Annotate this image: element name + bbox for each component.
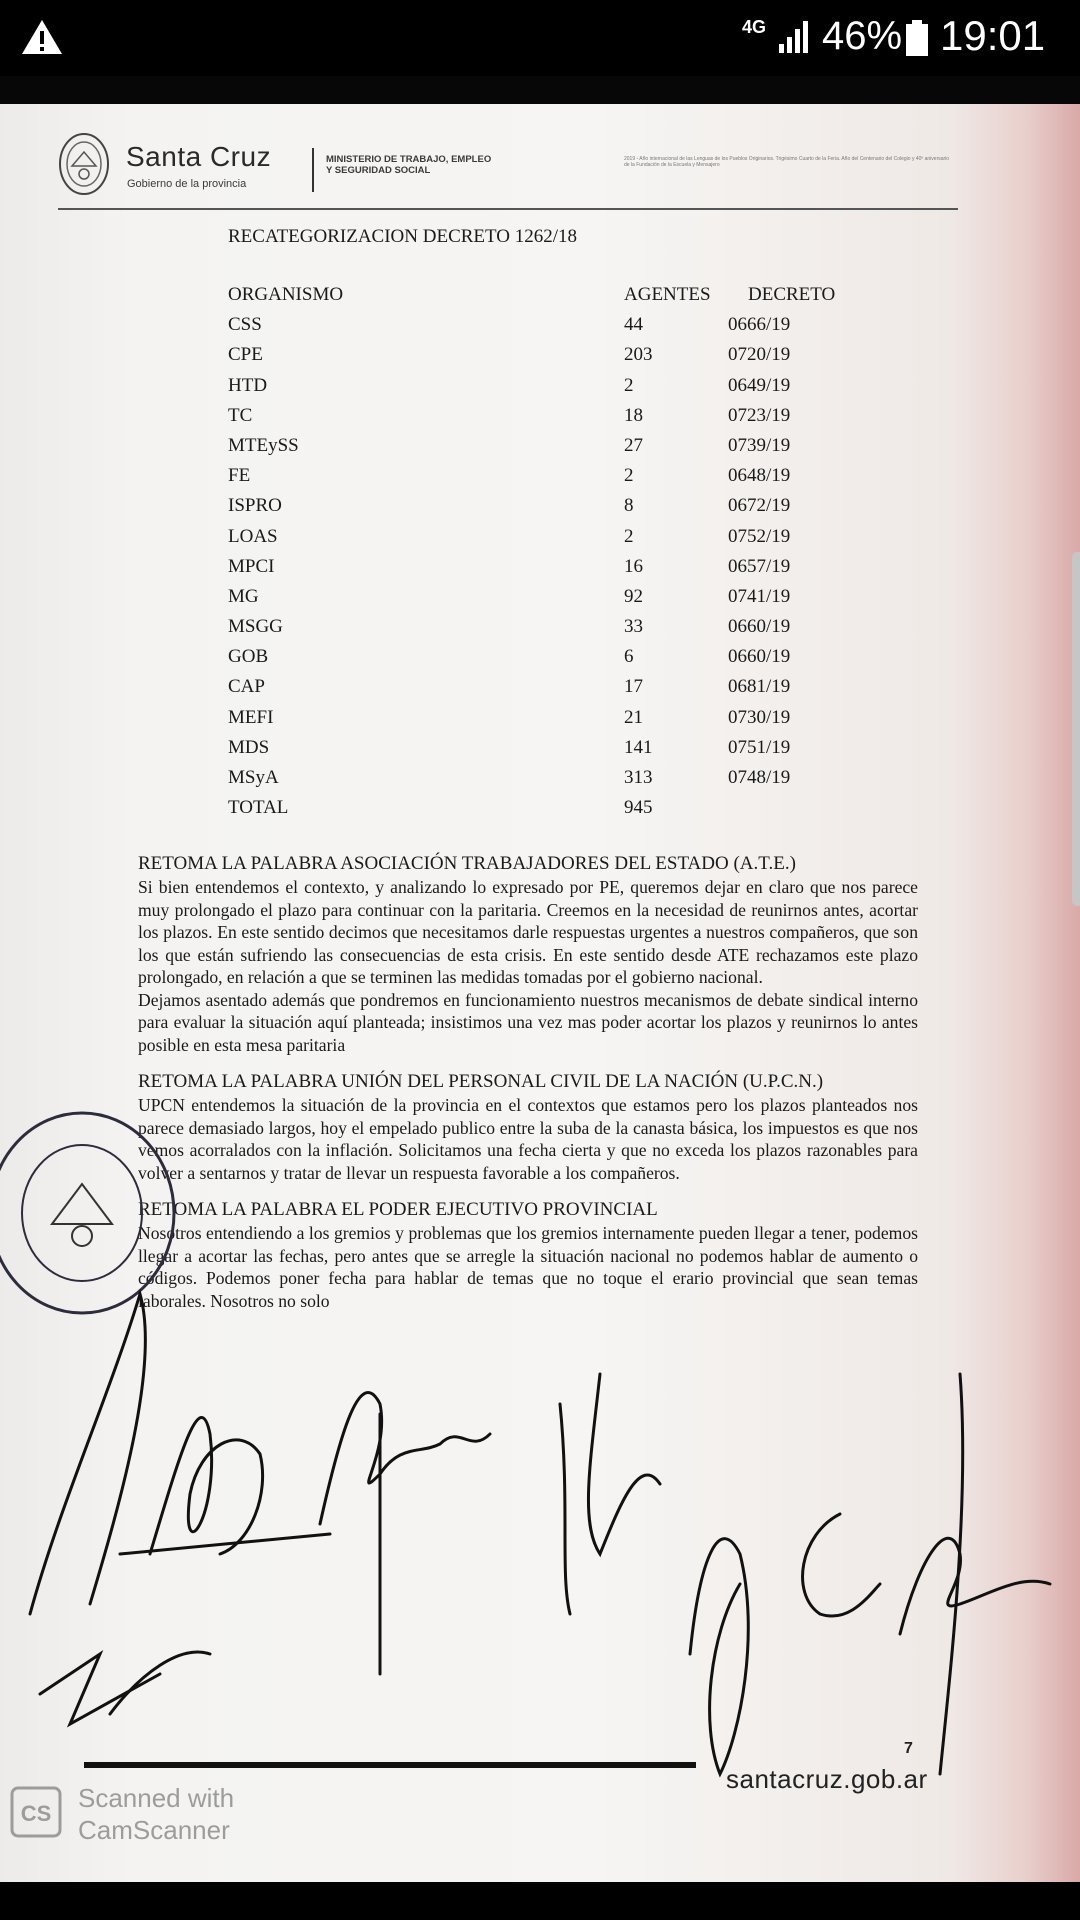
provincial-seal-icon [58, 132, 110, 196]
logo-title: Santa Cruz [126, 141, 272, 172]
website-link[interactable]: santacruz.gob.ar [726, 1764, 928, 1794]
scroll-thumb[interactable] [1072, 552, 1080, 906]
official-stamp [0, 1104, 182, 1322]
handwritten-signatures [0, 1254, 1080, 1814]
section-heading-ate: RETOMA LA PALABRA ASOCIACIÓN TRABAJADORES DEL ESTADO (A.T.E.) [138, 853, 796, 874]
decreto-cell: 0739/19 [728, 434, 791, 456]
battery-icon [906, 20, 928, 56]
agentes-cell: 203 [624, 344, 653, 366]
organismo-cell: CAP [228, 676, 265, 698]
total-label: TOTAL [228, 797, 289, 819]
decreto-cell: 0666/19 [728, 314, 791, 336]
agentes-cell: 92 [624, 585, 643, 607]
svg-text:CS: CS [20, 1801, 52, 1826]
warning-triangle-icon[interactable] [20, 18, 64, 56]
column-header-organismo: ORGANISMO [228, 284, 344, 305]
header-note: 2019 - Año internacional de las Lenguas de los Pueblos Originarios. Trigésimo Cuarto de la Feria. Año del Centenario del Colegio y 40º aniversario de la Fundación de la Escuela y Mensajero [624, 156, 950, 168]
logo-subtitle: Gobierno de la provincia [127, 178, 247, 190]
decreto-cell: 0649/19 [728, 374, 791, 396]
organismo-cell: LOAS [228, 525, 278, 547]
organismo-cell: MG [228, 585, 259, 607]
organismo-cell: MTEySS [228, 434, 299, 456]
decreto-cell: 0748/19 [728, 767, 791, 788]
header-rule [58, 208, 958, 210]
decreto-cell: 0660/19 [728, 646, 791, 668]
document-title: RECATEGORIZACION DECRETO 1262/18 [228, 226, 578, 247]
cell-signal-icon [778, 20, 812, 54]
paragraph: Dejamos asentado además que pondremos en funcionamiento nuestros mecanismos de debate sindical interno para evaluar la situación aquí planteada; insistimos una vez mas poder acortar los plazos y reunirnos lo antes posible en esta mesa paritaria [138, 989, 918, 1055]
paragraph: Si bien entendemos el contexto, y analizando lo expresado por PE, queremos dejar en claro que nos parece muy prolongado el plazo para continuar con la paritaria. Creemos en la necesidad de reunirnos antes, acortar los plazos. En este sentido decimos que necesitamos darle respuestas urgentes a nuestros compañeros, que son los que están sufriendo las consecuencias de esta crisis. En este sentido desde ATE rechazamos este plazo prolongado, en relación a que se terminen las medidas tomadas por el gobierno nacional. [138, 877, 918, 987]
agentes-cell: 33 [624, 616, 643, 638]
agentes-cell: 313 [624, 767, 653, 788]
organismo-cell: MPCI [228, 555, 275, 577]
organismo-cell: CSS [228, 314, 262, 336]
column-header-decreto: DECRETO [748, 284, 836, 305]
organismo-cell: MEFI [228, 706, 274, 728]
decreto-cell: 0672/19 [728, 495, 791, 517]
camscanner-logo-icon [10, 1786, 62, 1838]
agentes-cell: 2 [624, 525, 634, 547]
decreto-cell: 0657/19 [728, 555, 791, 577]
status-bar [0, 0, 1080, 76]
organismo-cell: CPE [228, 344, 263, 366]
decreto-cell: 0720/19 [728, 344, 791, 366]
agentes-cell: 141 [624, 736, 653, 758]
ministry-name: MINISTERIO DE TRABAJO, EMPLEO Y SEGURIDAD SOCIAL [326, 154, 492, 176]
agentes-cell: 44 [624, 314, 643, 336]
decreto-cell: 0752/19 [728, 525, 791, 547]
paragraph: Nosotros entendiendo a los gremios y problemas que los gremios internamente pueden llegar a tener, podemos llegar a acortar las fechas, pero antes que se arregle la situación nacional no podemos hablar de aumento o códigos. Podemos poner fecha para hablar de temas que no toque el erario provincial que sean temas laborales. Nosotros no solo [138, 1223, 918, 1311]
organismo-cell: MSyA [228, 767, 279, 788]
watermark-line2: CamScanner [78, 1815, 230, 1845]
clock: 19:01 [940, 12, 1046, 59]
organismo-cell: HTD [228, 374, 268, 396]
bottom-margin [0, 1882, 1080, 1920]
organismo-cell: TC [228, 404, 253, 426]
organismo-cell: MDS [228, 736, 270, 758]
total-value: 945 [624, 797, 653, 819]
decreto-cell: 0751/19 [728, 736, 791, 758]
agentes-cell: 16 [624, 555, 643, 577]
organismo-cell: ISPRO [228, 495, 282, 517]
scanned-document-page[interactable] [0, 104, 1080, 1882]
agentes-cell: 8 [624, 495, 634, 517]
decreto-cell: 0681/19 [728, 676, 791, 698]
decreto-cell: 0648/19 [728, 465, 791, 487]
agentes-cell: 18 [624, 404, 643, 426]
top-margin [0, 76, 1080, 106]
watermark-line1: Scanned with [78, 1783, 235, 1813]
agentes-cell: 21 [624, 706, 643, 728]
decreto-cell: 0730/19 [728, 706, 791, 728]
battery-percent: 46% [822, 14, 903, 58]
paragraph: UPCN entendemos la situación de la provincia en el contextos que estamos pero los plazos planteados nos parece demasiado largos, hoy el empelado publico entre la suba de la canasta básica, los impuestos es que nos vemos acorralados con la inflación. Solicitamos una fecha cierta y que no exceda los plazos razonables para volver a sentarnos y tratar de llevar un respuesta favorable a los compañeros. [138, 1095, 918, 1183]
header-divider [312, 148, 314, 192]
agentes-cell: 2 [624, 465, 634, 487]
decreto-cell: 0741/19 [728, 585, 791, 607]
organismo-cell: FE [228, 465, 251, 487]
agentes-cell: 17 [624, 676, 643, 698]
column-header-agentes: AGENTES [624, 284, 711, 305]
minutes-text [138, 852, 918, 1312]
decreto-cell: 0660/19 [728, 616, 791, 638]
network-type: 4G [742, 17, 767, 37]
section-heading-upcn: RETOMA LA PALABRA UNIÓN DEL PERSONAL CIVIL DE LA NACIÓN (U.P.C.N.) [138, 1071, 824, 1092]
decreto-cell: 0723/19 [728, 404, 791, 426]
organismo-cell: GOB [228, 646, 269, 668]
organismo-cell: MSGG [228, 616, 283, 638]
page-number: 7 [904, 1740, 913, 1757]
agentes-cell: 27 [624, 434, 643, 456]
agentes-cell: 6 [624, 646, 634, 668]
agentes-cell: 2 [624, 374, 634, 396]
section-heading-pe: RETOMA LA PALABRA EL PODER EJECUTIVO PROVINCIAL [138, 1199, 658, 1220]
footer-rule [84, 1762, 696, 1768]
